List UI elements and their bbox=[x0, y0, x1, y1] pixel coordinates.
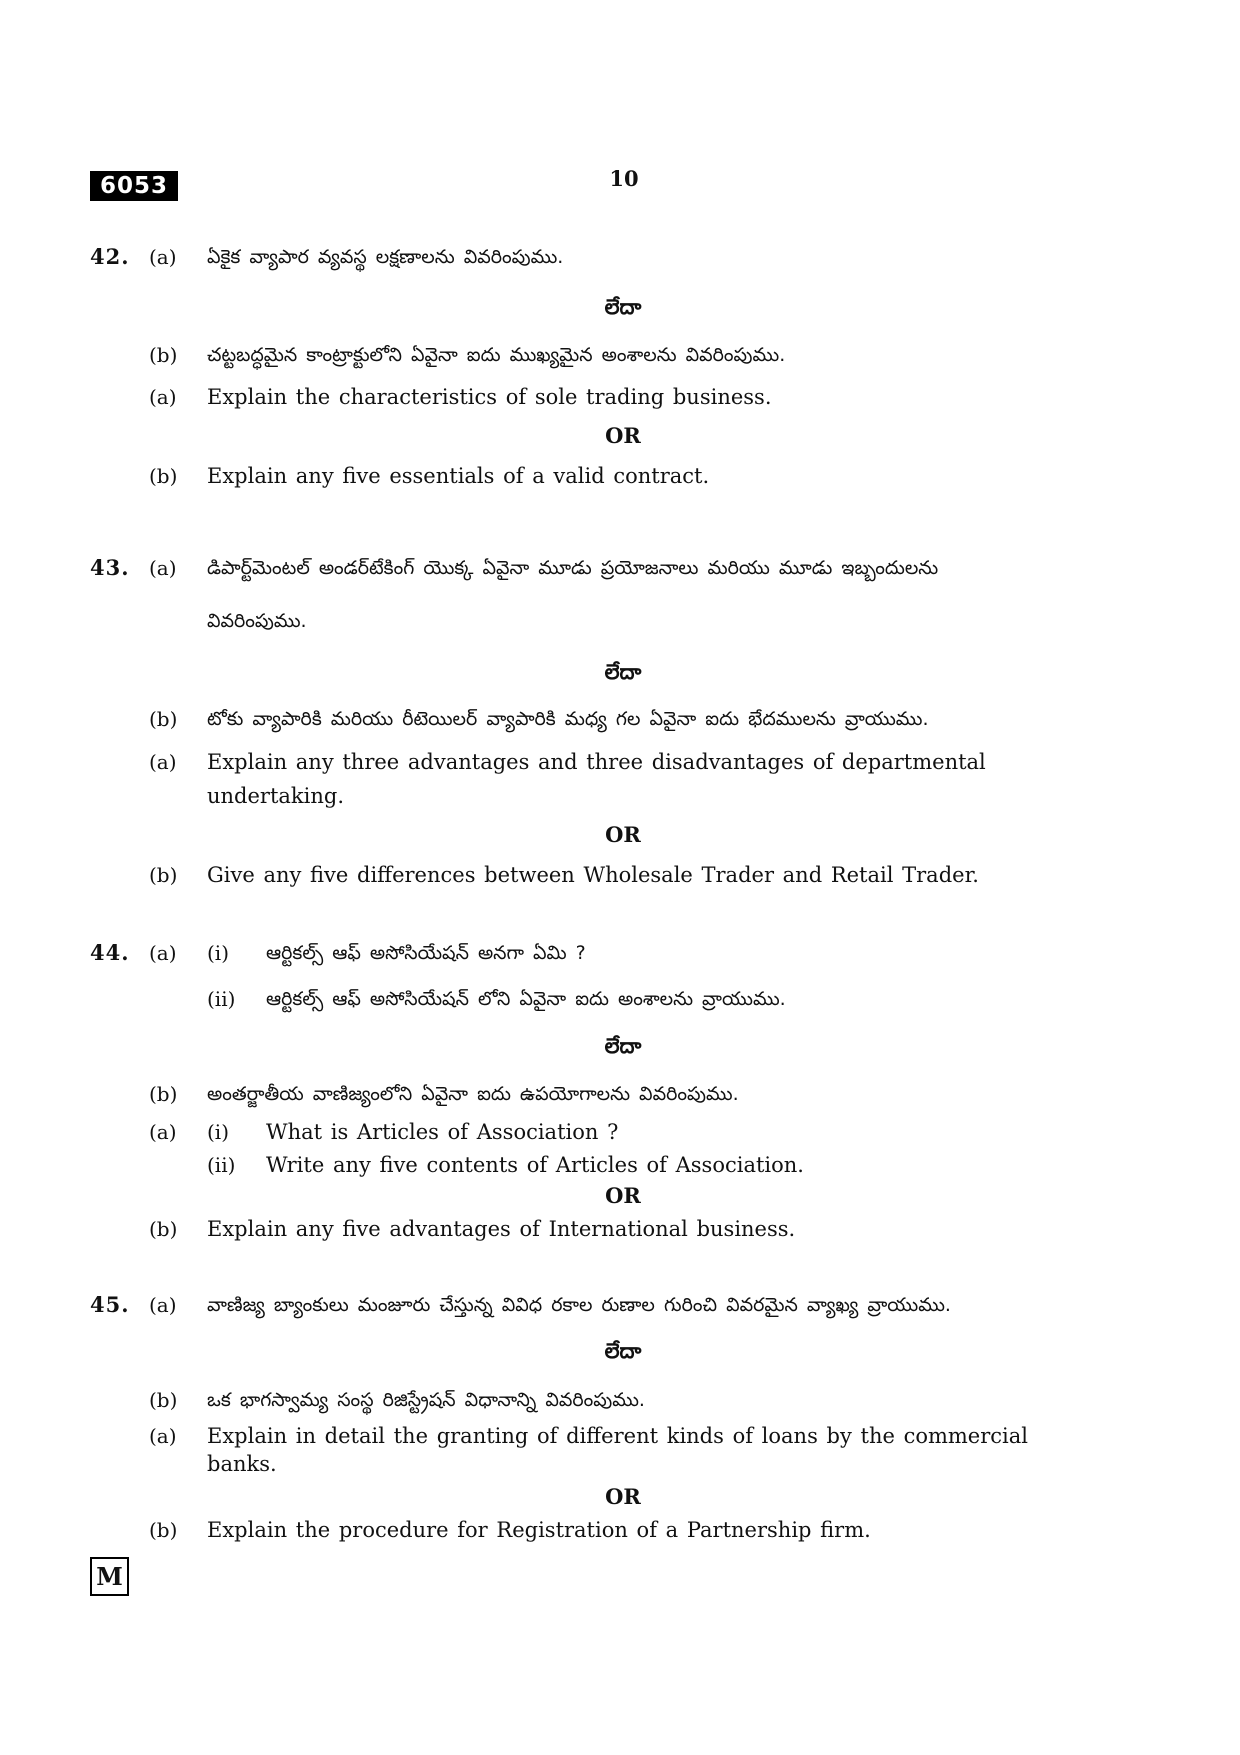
subpart-label: (i) bbox=[207, 941, 230, 965]
english-part-b-text: Explain any five essentials of a valid contract. bbox=[207, 464, 710, 488]
subpart-label: (i) bbox=[207, 1120, 230, 1144]
telugu-or-separator: లేదా bbox=[604, 660, 642, 684]
english-part-a-text-line-2: banks. bbox=[207, 1452, 277, 1476]
english-or-separator: OR bbox=[605, 1484, 641, 1509]
paper-code-badge: 6053 bbox=[90, 171, 178, 201]
question-number: 45. bbox=[90, 1292, 130, 1317]
english-or-separator: OR bbox=[605, 423, 641, 448]
telugu-part-b-text: అంతర్జాతీయ వాణిజ్యంలోని ఏవైనా ఐదు ఉపయోగాలను వివరింపుము. bbox=[207, 1083, 739, 1105]
telugu-part-b-text: చట్టబద్ధమైన కాంట్రాక్టులోని ఏవైనా ఐదు ముఖ్యమైన అంశాలను వివరింపుము. bbox=[207, 344, 786, 366]
telugu-part-a-text: ఏకైక వ్యాపార వ్యవస్థ లక్షణాలను వివరింపుము. bbox=[207, 246, 564, 268]
telugu-or-separator: లేదా bbox=[604, 295, 642, 319]
english-part-b-text: Explain the procedure for Registration of a Partnership firm. bbox=[207, 1518, 871, 1542]
english-or-separator: OR bbox=[605, 1183, 641, 1208]
english-part-a-text: Explain the characteristics of sole trading business. bbox=[207, 385, 772, 409]
telugu-part-a-text-line-1: డిపార్ట్‌మెంటల్ అండర్‌టేకింగ్ యొక్క ఏవైనా మూడు ప్రయోజనాలు మరియు మూడు ఇబ్బందులను bbox=[207, 557, 939, 579]
subpart-label: (ii) bbox=[207, 987, 236, 1011]
part-label: (b) bbox=[149, 464, 178, 488]
subpart-label: (ii) bbox=[207, 1153, 236, 1177]
part-label: (a) bbox=[149, 1293, 177, 1317]
telugu-or-separator: లేదా bbox=[604, 1339, 642, 1363]
part-label: (b) bbox=[149, 1082, 178, 1106]
question-number: 44. bbox=[90, 940, 130, 965]
telugu-part-a-text: వాణిజ్య బ్యాంకులు మంజూరు చేస్తున్న వివిధ రకాల రుణాల గురించి వివరమైన వ్యాఖ్య వ్రాయుము. bbox=[207, 1294, 951, 1316]
part-label: (a) bbox=[149, 750, 177, 774]
part-label: (b) bbox=[149, 343, 178, 367]
english-part-a-text-line-1: Explain any three advantages and three disadvantages of departmental bbox=[207, 750, 986, 774]
english-subpart-i-text: What is Articles of Association ? bbox=[266, 1120, 619, 1144]
page-number: 10 bbox=[609, 166, 639, 191]
part-label: (a) bbox=[149, 556, 177, 580]
part-label: (b) bbox=[149, 1388, 178, 1412]
part-label: (a) bbox=[149, 941, 177, 965]
english-part-a-text-line-2: undertaking. bbox=[207, 784, 345, 808]
english-part-b-text: Explain any five advantages of International business. bbox=[207, 1217, 796, 1241]
telugu-subpart-i-text: ఆర్టికల్స్ ఆఫ్ అసోసియేషన్ అనగా ఏమి ? bbox=[266, 942, 586, 964]
telugu-subpart-ii-text: ఆర్టికల్స్ ఆఫ్ అసోసియేషన్ లోని ఏవైనా ఐదు అంశాలను వ్రాయుము. bbox=[266, 988, 786, 1010]
part-label: (b) bbox=[149, 1217, 178, 1241]
english-or-separator: OR bbox=[605, 822, 641, 847]
medium-mark-box: M bbox=[90, 1557, 129, 1596]
part-label: (b) bbox=[149, 707, 178, 731]
part-label: (a) bbox=[149, 1424, 177, 1448]
part-label: (b) bbox=[149, 1518, 178, 1542]
english-subpart-ii-text: Write any five contents of Articles of Association. bbox=[266, 1153, 804, 1177]
part-label: (a) bbox=[149, 1120, 177, 1144]
telugu-part-a-text-line-2: వివరింపుము. bbox=[207, 610, 307, 632]
telugu-or-separator: లేదా bbox=[604, 1034, 642, 1058]
question-number: 43. bbox=[90, 555, 130, 580]
english-part-b-text: Give any five differences between Wholesale Trader and Retail Trader. bbox=[207, 863, 979, 887]
question-number: 42. bbox=[90, 244, 130, 269]
part-label: (a) bbox=[149, 385, 177, 409]
part-label: (a) bbox=[149, 245, 177, 269]
part-label: (b) bbox=[149, 863, 178, 887]
telugu-part-b-text: ఒక భాగస్వామ్య సంస్థ రిజిస్ట్రేషన్ విధానాన్ని వివరింపుము. bbox=[207, 1389, 645, 1411]
telugu-part-b-text: టోకు వ్యాపారికి మరియు రీటెయిలర్ వ్యాపారికి మధ్య గల ఏవైనా ఐదు భేదములను వ్రాయుము. bbox=[207, 708, 929, 730]
english-part-a-text-line-1: Explain in detail the granting of different kinds of loans by the commercial bbox=[207, 1424, 1028, 1448]
